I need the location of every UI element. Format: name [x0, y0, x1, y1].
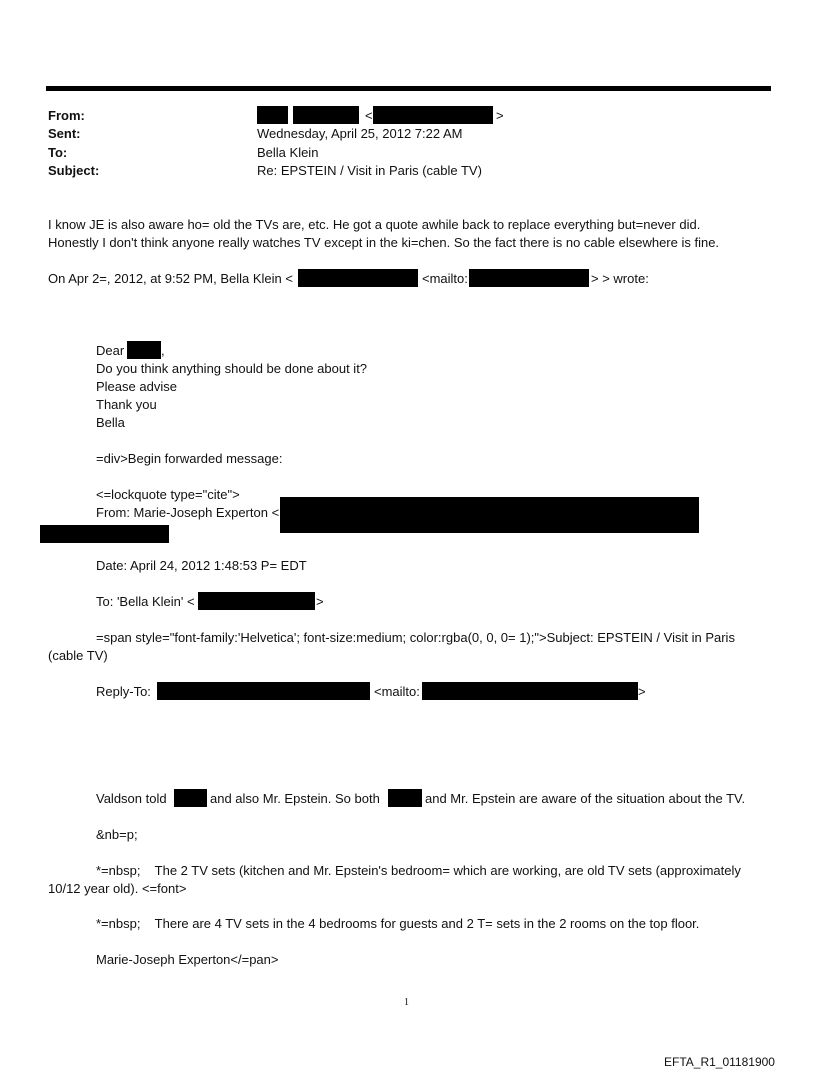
to-value: Bella Klein	[257, 145, 319, 160]
footer-doc-id: EFTA_R1_01181900	[664, 1055, 775, 1069]
blockquote-tag: <=lockquote type="cite">	[96, 487, 240, 502]
reply-to-mailto: <mailto:	[374, 684, 420, 699]
bullet2: *=nbsp; There are 4 TV sets in the 4 bedrooms for guests and 2 T= sets in the 2 rooms on the top floor.	[96, 916, 700, 931]
reply-to-label: Reply-To:	[96, 684, 151, 699]
redaction	[157, 682, 370, 700]
fwd-to-a: To: 'Bella Klein' <	[96, 594, 195, 609]
quote-intro-b: <mailto:	[422, 271, 468, 286]
redaction	[257, 106, 288, 124]
fwd-date: Date: April 24, 2012 1:48:53 P= EDT	[96, 558, 307, 573]
from-open-bracket: <	[365, 108, 373, 123]
sent-value: Wednesday, April 25, 2012 7:22 AM	[257, 126, 463, 141]
valdson-c: and Mr. Epstein are aware of the situation about the TV.	[425, 791, 746, 806]
redaction	[373, 106, 493, 124]
signature: Marie-Joseph Experton</=pan>	[96, 952, 279, 967]
span-line2: (cable TV)	[48, 648, 108, 663]
body-para1-line2: Honestly I don't think anyone really watches TV except in the ki=chen. So the fact there is no cable elsewhere is fine.	[48, 235, 720, 250]
body-line-question: Do you think anything should be done about it?	[96, 361, 368, 376]
sent-label: Sent:	[48, 126, 81, 141]
redaction	[174, 789, 207, 807]
redaction	[198, 592, 315, 610]
quote-intro-a: On Apr 2=, 2012, at 9:52 PM, Bella Klein <	[48, 271, 293, 286]
span-line1: =span style="font-family:'Helvetica'; font-size:medium; color:rgba(0, 0, 0= 1);">Subject: EPSTEIN / Visit in Paris	[96, 630, 735, 645]
body-line-advise: Please advise	[96, 379, 177, 394]
fwd-from: From: Marie-Joseph Experton <	[96, 505, 280, 520]
body-line-thanks: Thank you	[96, 397, 157, 412]
bullet1-line2: 10/12 year old). <=font>	[48, 881, 187, 896]
redaction	[298, 269, 418, 287]
redaction	[388, 789, 422, 807]
reply-to-close: >	[638, 684, 646, 699]
redaction	[422, 682, 638, 700]
from-label: From:	[48, 108, 85, 123]
forwarded-heading: =div>Begin forwarded message:	[96, 451, 283, 466]
fwd-to-b: >	[316, 594, 324, 609]
valdson-b: and also Mr. Epstein. So both	[210, 791, 380, 806]
redaction	[280, 497, 699, 533]
quote-intro-c: > > wrote:	[591, 271, 649, 286]
subject-label: Subject:	[48, 163, 100, 178]
from-close-bracket: >	[496, 108, 504, 123]
body-para1-line1: I know JE is also aware ho= old the TVs are, etc. He got a quote awhile back to replace everything but=never did.	[48, 217, 701, 232]
header-rule	[46, 86, 771, 91]
redaction	[127, 341, 161, 359]
dear-comma: ,	[161, 343, 165, 358]
redaction	[469, 269, 589, 287]
body-line-signoff: Bella	[96, 415, 125, 430]
bullet1-line1: *=nbsp; The 2 TV sets (kitchen and Mr. Epstein's bedroom= which are working, are old TV sets (approximately	[96, 863, 741, 878]
nbsp-line: &nb=p;	[96, 827, 138, 842]
redaction	[293, 106, 359, 124]
redaction	[40, 525, 169, 543]
page-number: 1	[404, 997, 409, 1008]
to-label: To:	[48, 145, 68, 160]
dear-text: Dear	[96, 343, 125, 358]
subject-value: Re: EPSTEIN / Visit in Paris (cable TV)	[257, 163, 482, 178]
valdson-a: Valdson told	[96, 791, 167, 806]
